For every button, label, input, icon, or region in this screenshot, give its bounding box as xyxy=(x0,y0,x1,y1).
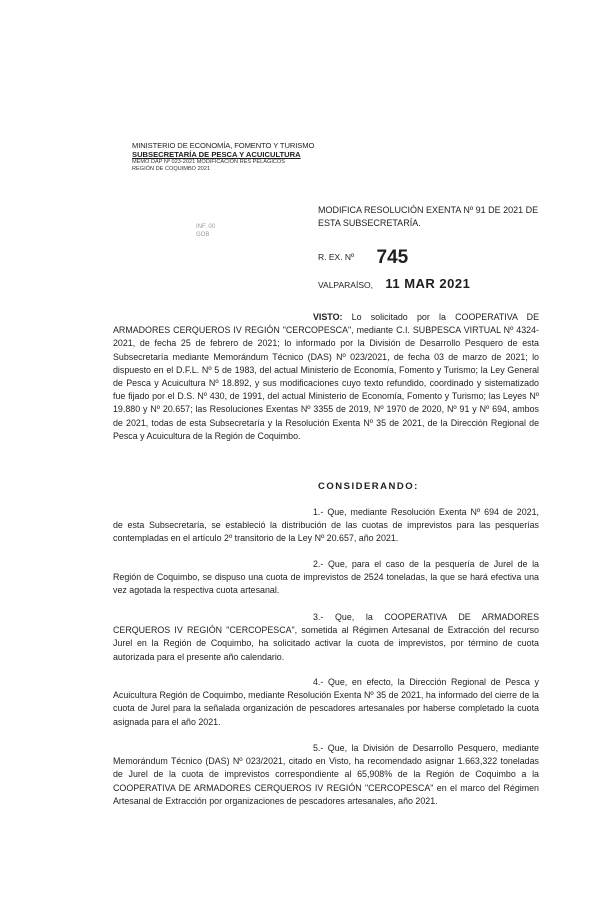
considerando-text: 4.- Que, en efecto, la Dirección Regional de Pesca y Acuicultura Región de Coquimbo, mediante Resolución Exenta Nº 35 de 2021, ha informado del cierre de la cuota de Jurel para la señalada organización de pescadores artesanales por haberse completado la cuota asignada para el año 2021. xyxy=(113,677,539,727)
memo-reference: MEMO DAP Nº 023-2021 MODIFICACIÓN RES PELAGICOS xyxy=(132,159,286,165)
city: VALPARAÍSO, xyxy=(318,280,373,290)
considerando-item-3 xyxy=(113,611,539,664)
considerando-text: 5.- Que, la División de Desarrollo Pesquero, mediante Memorándum Técnico (DAS) Nº 023/2021, citado en Visto, ha recomendado asignar 1.663,322 toneladas de Jurel de la cuota de imprevistos correspondiente al 65,908% de la Región de Coquimbo a la COOPERATIVA DE ARMADORES CERQUEROS IV REGIÓN "CERCOPESCA" en el marco del Régimen Artesanal de Extracción por organizaciones de pescadores artesanales, año 2021. xyxy=(113,743,539,806)
considerando-text: 2.- Que, para el caso de la pesquería de Jurel de la Región de Coquimbo, se dispuso una cuota de imprevistos de 2524 toneladas, la que se hará efectiva una vez agotada la respectiva cuota artesanal. xyxy=(113,559,539,596)
region-reference: REGIÓN DE COQUIMBO 2021 xyxy=(132,166,211,172)
considerando-text: 1.- Que, mediante Resolución Exenta Nº 694 de 2021, de esta Subsecretaría, se estableció la distribución de las cuotas de imprevistos para las pesquerías contempladas en el artículo 2º transitorio de la Ley Nº 20.657, año 2021. xyxy=(113,507,539,544)
visto-paragraph xyxy=(113,311,539,443)
resolution-label: R. EX. Nº xyxy=(318,252,355,262)
ministry-name: MINISTERIO DE ECONOMÍA, FOMENTO Y TURISMO xyxy=(132,141,315,150)
place-date-line xyxy=(318,276,470,291)
visto-text: Lo solicitado por la COOPERATIVA DE ARMADORES CERQUEROS IV REGIÓN "CERCOPESCA", mediante C.I. SUBPESCA VIRTUAL Nº 4324-2021, de fecha 25 de febrero de 2021; lo informado por la División de Desarrollo Pesquero de esta Subsecretaría mediante Memorándum Técnico (DAS) Nº 023/2021, de fecha 03 de marzo de 2021; lo dispuesto en el D.F.L. Nº 5 de 1983, del actual Ministerio de Economía, Fomento y Turismo; la Ley General de Pesca y Acuicultura Nº 18.892, y sus modificaciones cuyo texto refundido, coordinado y sistematizado fue fijado por el D.S. Nº 430, de 1991, del actual Ministerio de Economía, Fomento y Turismo; las Leyes Nº 19.880 y Nº 20.657; las Resoluciones Exentas Nº 3355 de 2019, Nº 1970 de 2020, Nº 91 y Nº 694, ambos de 2021, todas de esta Subsecretaría y la Resolución Exenta Nº 35 de 2021, de la Dirección Regional de Pesca y Acuicultura de la Región de Coquimbo. xyxy=(113,312,539,441)
considerando-item-5 xyxy=(113,742,539,808)
resolution-number: 745 xyxy=(376,247,409,268)
stamp-line-1: INF. 00 xyxy=(196,224,216,230)
stamp-line-2: GOB xyxy=(196,232,210,238)
considerando-item-1 xyxy=(113,506,539,546)
faded-stamp xyxy=(196,223,266,263)
considerando-text: 3.- Que, la COOPERATIVA DE ARMADORES CERQUEROS IV REGIÓN "CERCOPESCA", sometida al Régimen Artesanal de Extracción del recurso Jurel en la Región de Coquimbo, ha solicitado activar la cuota de imprevistos, por término de cuota autorizada para el presente año calendario. xyxy=(113,612,539,662)
resolution-title: MODIFICA RESOLUCIÓN EXENTA Nº 91 DE 2021 DE ESTA SUBSECRETARÍA. xyxy=(318,205,539,228)
date-stamp: 11 MAR 2021 xyxy=(385,276,471,291)
subsecretaria-name: SUBSECRETARÍA DE PESCA Y ACUICULTURA xyxy=(132,150,301,159)
considerando-heading: CONSIDERANDO: xyxy=(318,481,419,492)
considerando-item-4 xyxy=(113,676,539,729)
visto-label: VISTO: xyxy=(313,312,343,322)
letterhead xyxy=(132,141,322,173)
resolution-number-line xyxy=(318,244,408,266)
considerando-item-2 xyxy=(113,558,539,598)
